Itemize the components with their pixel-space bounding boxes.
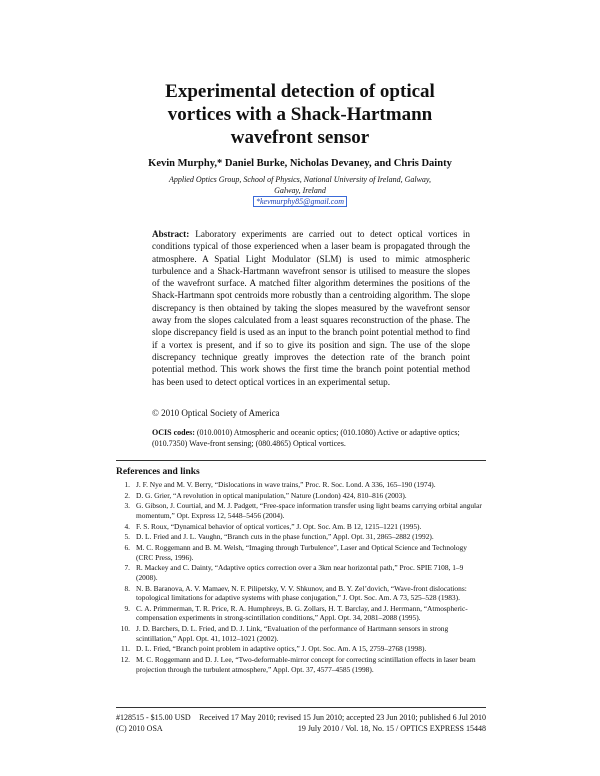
affiliation xyxy=(0,174,600,196)
reference-number: 10. xyxy=(120,624,130,634)
title-line-1: Experimental detection of optical xyxy=(165,81,435,102)
reference-number: 8. xyxy=(124,583,130,593)
reference-text: J. F. Nye and M. V. Berry, “Dislocations in wave trains,” Proc. R. Soc. Lond. A 336, 165–190 (1974). xyxy=(136,480,436,489)
reference-text: J. D. Barchers, D. L. Fried, and D. J. Link, “Evaluation of the performance of Hartmann sensors in strong scintillation,” Appl. Opt. 41, 1012–1021 (2002). xyxy=(136,624,449,643)
affiliation-line-1: Applied Optics Group, School of Physics, National University of Ireland, Galway, xyxy=(168,175,432,184)
reference-item xyxy=(116,491,486,501)
title-line-2: vortices with a Shack-Hartmann xyxy=(167,104,433,125)
ocis-codes xyxy=(152,428,470,449)
reference-text: M. C. Roggemann and D. J. Lee, “Two-deformable-mirror concept for correcting scintillation effects in laser beam projection through the turbulent atmosphere,” Appl. Opt. 37, 4577–4585 (1998). xyxy=(136,655,476,674)
reference-item xyxy=(116,563,486,582)
reference-item xyxy=(116,655,486,674)
reference-text: M. C. Roggemann and B. M. Welsh, “Imaging through Turbulence”, Laser and Optical Science and Technology (CRC Press, 1996). xyxy=(136,543,467,562)
abstract-text: Laboratory experiments are carried out to detect optical vortices in conditions typical of those experienced when a laser beam is propagated through the atmosphere. A Spatial Light Modulator (SLM) is used to mimic atmospheric turbulence and a Shack-Hartmann wavefront sensor is utilised to measure the slopes of the wavefront surface. A matched filter algorithm determines the positions of the Shack-Hartmann spot centroids more robustly than a centroiding algorithm. The slope discrepancy is then obtained by taking the slopes measured by the wavefront sensor away from the slopes calculated from a least squares reconstruction of the phase. The slope discrepancy field is used as an input to the branch point potential method to find if a vortex is present, and if so to give its position and sign. The use of the slope discrepancy technique greatly improves the detection rate of the branch point potential method. This work shows the first time the branch point potential method has been used to detect optical vortices in an experimental setup. xyxy=(152,229,470,387)
abstract-label: Abstract: xyxy=(152,229,190,239)
email-link[interactable]: *kevmurphy85@gmail.com xyxy=(253,196,347,207)
ocis-text: (010.0010) Atmospheric and oceanic optics; (010.1080) Active or adaptive optics; (010.7350) Wave-front sensing; (080.4865) Optical vortices. xyxy=(152,428,460,448)
footer-price: #128515 - $15.00 USD xyxy=(116,713,191,722)
copyright-notice: © 2010 Optical Society of America xyxy=(152,408,280,418)
abstract xyxy=(152,228,470,388)
reference-number: 11. xyxy=(121,644,130,654)
affiliation-line-2: Galway, Ireland xyxy=(274,186,326,195)
reference-text: F. S. Roux, “Dynamical behavior of optical vortices,” J. Opt. Soc. Am. B 12, 1215–1221 (1995). xyxy=(136,521,422,531)
reference-item xyxy=(116,532,486,542)
reference-number: 4. xyxy=(124,521,130,531)
reference-text: D. L. Fried, “Branch point problem in adaptive optics,” J. Opt. Soc. Am. A 15, 2759–2768 (1998). xyxy=(136,644,427,654)
footer-row-2 xyxy=(116,724,486,735)
reference-item xyxy=(116,624,486,643)
reference-text: R. Mackey and C. Dainty, “Adaptive optics correction over a 3km near horizontal path,” Proc. SPIE 7108, 1–9 (2008). xyxy=(136,563,464,582)
email-block xyxy=(0,197,600,206)
reference-text: G. Gibson, J. Courtial, and M. J. Padgett, “Free-space information transfer using light beams carrying orbital angular momentum,” Opt. Express 12, 5448–5456 (2004). xyxy=(136,501,482,520)
reference-text: D. G. Grier, “A revolution in optical manipulation,” Nature (London) 424, 810–816 (2003). xyxy=(136,490,407,500)
reference-number: 5. xyxy=(124,532,130,542)
reference-item xyxy=(116,584,486,603)
reference-text: C. A. Primmerman, T. R. Price, R. A. Humphreys, B. G. Zollars, H. T. Barclay, and J. Herrmann, “Atmospheric-compensation experiments in strong-scintillation conditions,” Appl. Opt. 34, 2081–2088 (1995). xyxy=(136,603,468,623)
reference-list xyxy=(116,480,486,675)
reference-number: 7. xyxy=(124,563,130,573)
paper-title xyxy=(0,80,600,149)
reference-item xyxy=(116,604,486,623)
reference-item xyxy=(116,501,486,520)
footer-copyright: (C) 2010 OSA xyxy=(116,723,163,733)
reference-number: 3. xyxy=(124,501,130,511)
reference-number: 6. xyxy=(124,543,130,553)
reference-item xyxy=(116,644,486,654)
reference-item xyxy=(116,480,486,490)
reference-text: D. L. Fried and J. L. Vaughn, “Branch cuts in the phase function,” Appl. Opt. 31, 2865–2882 (1992). xyxy=(136,532,434,542)
reference-number: 9. xyxy=(124,603,130,613)
reference-number: 12. xyxy=(120,655,130,665)
ocis-label: OCIS codes: xyxy=(152,428,195,437)
reference-number: 2. xyxy=(124,490,130,500)
footer-rule xyxy=(116,707,486,708)
reference-item xyxy=(116,522,486,532)
reference-item xyxy=(116,543,486,562)
footer-journal: 19 July 2010 / Vol. 18, No. 15 / OPTICS EXPRESS 15448 xyxy=(297,723,486,733)
references-heading: References and links xyxy=(116,467,200,477)
footer-row-1 xyxy=(116,713,486,724)
references-top-rule xyxy=(116,460,486,461)
author-list: Kevin Murphy,* Daniel Burke, Nicholas Devaney, and Chris Dainty xyxy=(148,158,452,169)
reference-text: N. B. Baranova, A. V. Mamaev, N. F. Pilipetsky, V. V. Shkunov, and B. Y. Zel’dovich, “Wave-front dislocations: topological limitations for adaptive systems with phase conjugation,” J. Opt. Soc. Am. A 73, 525–528 (1983). xyxy=(136,583,467,603)
title-line-3: wavefront sensor xyxy=(230,127,370,148)
page-footer xyxy=(116,713,486,734)
footer-dates: Received 17 May 2010; revised 15 Jun 2010; accepted 23 Jun 2010; published 6 Jul 2010 xyxy=(199,713,486,722)
reference-number: 1. xyxy=(124,480,130,489)
